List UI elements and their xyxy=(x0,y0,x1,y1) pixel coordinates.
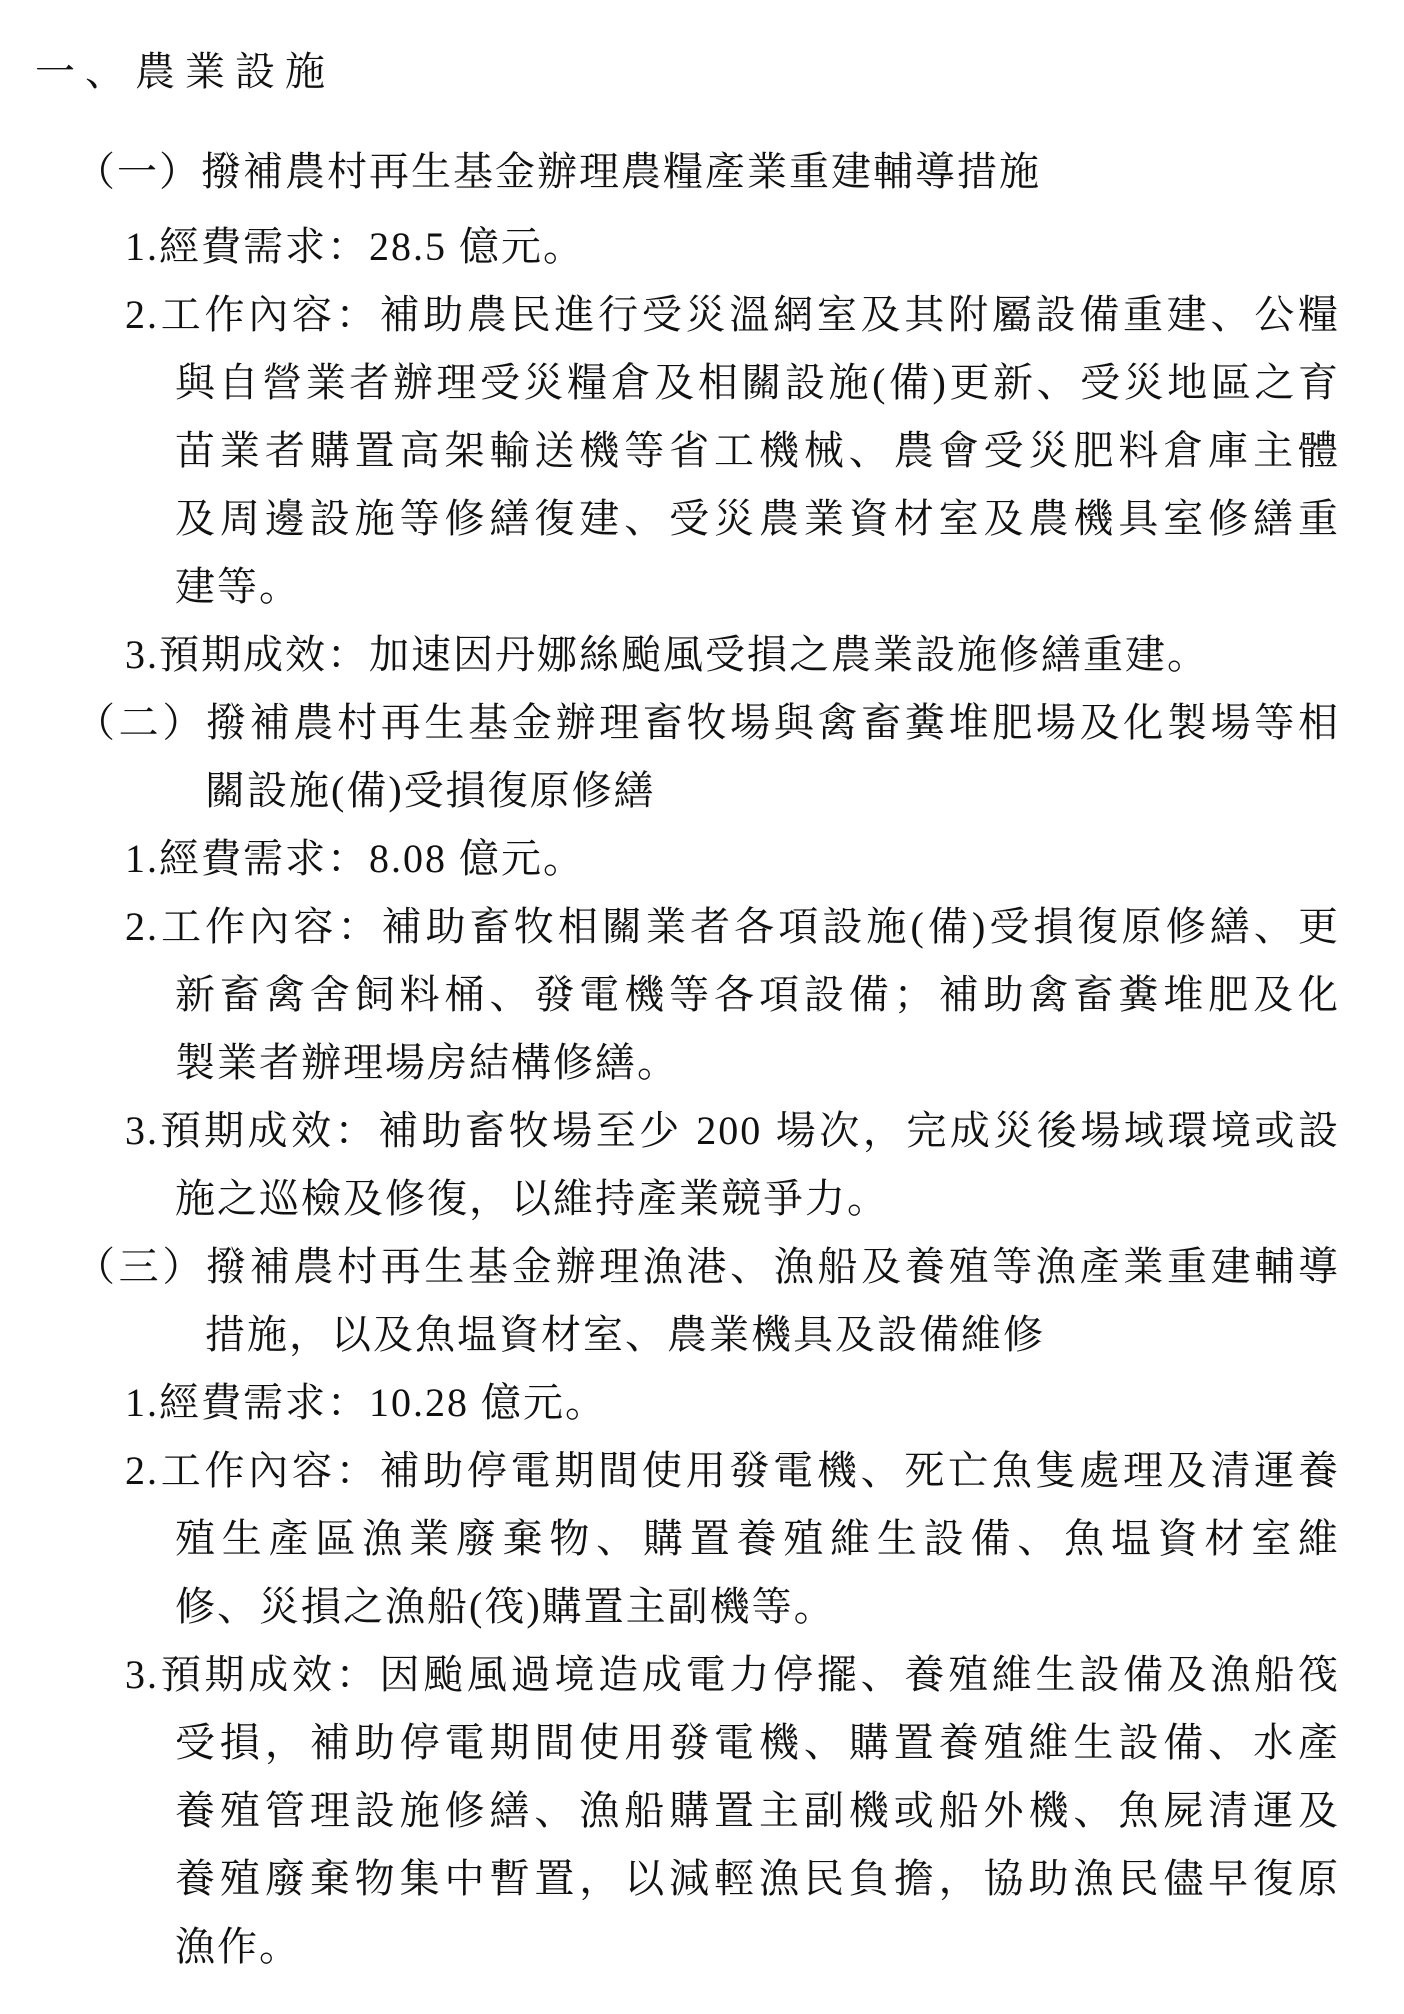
s2-item-1-budget: 1.經費需求：8.08 億元。 xyxy=(125,836,585,881)
s3-item-3-line-3: 養殖管理設施修繕、漁船購置主副機或船外機、魚屍清運及 xyxy=(175,1788,1340,1833)
s1-item-2-line-4: 及周邊設施等修繕復建、受災農業資材室及農機具室修繕重 xyxy=(175,496,1340,541)
s3-item-3-line-2: 受損，補助停電期間使用發電機、購置養殖維生設備、水產 xyxy=(175,1720,1340,1765)
section-1-heading: （一）撥補農村再生基金辦理農糧產業重建輔導措施 xyxy=(75,149,1041,194)
s2-item-3-line-1: 3.預期成效：補助畜牧場至少 200 場次，完成災後場域環境或設 xyxy=(125,1108,1340,1153)
doc-title: 一、農業設施 xyxy=(35,49,335,94)
s1-item-2-line-2: 與自營業者辦理受災糧倉及相關設施(備)更新、受災地區之育 xyxy=(175,360,1340,405)
s3-item-2-line-3: 修、災損之漁船(筏)購置主副機等。 xyxy=(175,1584,836,1629)
s3-item-1-budget: 1.經費需求：10.28 億元。 xyxy=(125,1380,607,1425)
s2-item-2-line-1: 2.工作內容：補助畜牧相關業者各項設施(備)受損復原修繕、更 xyxy=(125,904,1340,949)
s1-item-2-line-1: 2.工作內容：補助農民進行受災溫網室及其附屬設備重建、公糧 xyxy=(125,292,1340,337)
s1-item-3-outcome: 3.預期成效：加速因丹娜絲颱風受損之農業設施修繕重建。 xyxy=(125,632,1209,677)
s2-item-3-line-2: 施之巡檢及修復，以維持產業競爭力。 xyxy=(175,1176,889,1221)
section-3-heading-line-2: 措施，以及魚塭資材室、農業機具及設備維修 xyxy=(205,1312,1045,1357)
s3-item-3-line-4: 養殖廢棄物集中暫置，以減輕漁民負擔，協助漁民儘早復原 xyxy=(175,1856,1340,1901)
s2-item-2-line-3: 製業者辦理場房結構修繕。 xyxy=(175,1040,679,1085)
s3-item-3-line-5: 漁作。 xyxy=(175,1924,301,1969)
section-2-heading-line-1: （二）撥補農村再生基金辦理畜牧場與禽畜糞堆肥場及化製場等相 xyxy=(75,700,1340,745)
s1-item-1-budget: 1.經費需求：28.5 億元。 xyxy=(125,224,585,269)
s3-item-2-line-1: 2.工作內容：補助停電期間使用發電機、死亡魚隻處理及清運養 xyxy=(125,1448,1340,1493)
s1-item-2-line-3: 苗業者購置高架輸送機等省工機械、農會受災肥料倉庫主體 xyxy=(175,428,1340,473)
s1-item-2-line-5: 建等。 xyxy=(175,564,301,609)
s3-item-3-line-1: 3.預期成效：因颱風過境造成電力停擺、養殖維生設備及漁船筏 xyxy=(125,1652,1340,1697)
section-3-heading-line-1: （三）撥補農村再生基金辦理漁港、漁船及養殖等漁產業重建輔導 xyxy=(75,1244,1340,1289)
section-2-heading-line-2: 關設施(備)受損復原修繕 xyxy=(205,768,656,813)
s3-item-2-line-2: 殖生產區漁業廢棄物、購置養殖維生設備、魚塭資材室維 xyxy=(175,1516,1340,1561)
s2-item-2-line-2: 新畜禽舍飼料桶、發電機等各項設備；補助禽畜糞堆肥及化 xyxy=(175,972,1340,1017)
